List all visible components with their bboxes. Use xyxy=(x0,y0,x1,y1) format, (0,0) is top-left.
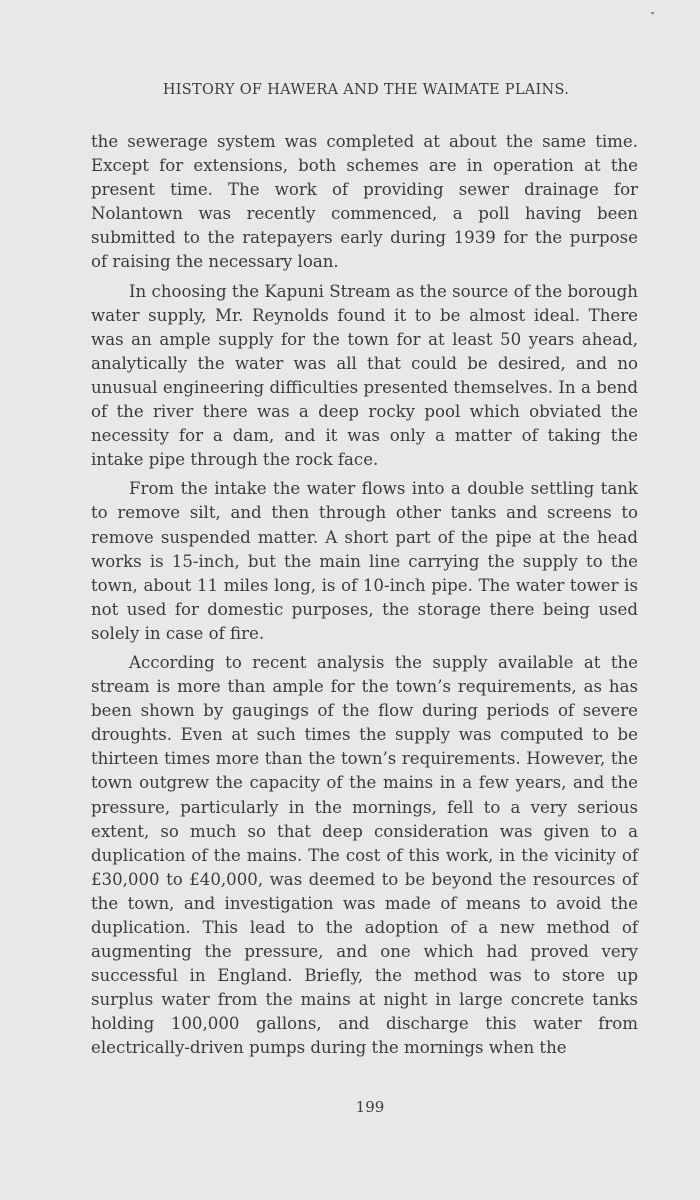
body-text xyxy=(91,130,638,1066)
paragraph-kapuni-stream: In choosing the Kapuni Stream as the source of the borough water supply, Mr. Reynolds found it to be almost ideal. There was an ample supply for the town for at least 50 years ahead, analytically the water was all that could be desired, and no unusual engineering difficulties presented themselves. In a bend of the river there was a deep rocky pool which obviated the necessity for a dam, and it was only a matter of taking the intake pipe through the rock face. xyxy=(91,281,638,470)
paragraph-intake: From the intake the water flows into a double settling tank to remove silt, and then through other tanks and screens to remove suspended matter. A short part of the pipe at the head works is 15-inch, but the main line carrying the supply to the town, about 11 miles long, is of 10-inch pipe. The water tower is not used for domestic purposes, the storage there being used solely in case of fire. xyxy=(91,479,638,643)
paragraph-analysis: According to recent analysis the supply available at the stream is more than ample for the town’s requirements, as has been shown by gaugings of the flow during periods of severe droughts. Even at such times the supply was computed to be thirteen times more than the town’s requirements. However, the town outgrew the capacity of the mains in a few years, and the pressure, particularly in the mornings, fell to a very serious extent, so much so that deep consideration was given to a duplication of the mains. The cost of this work, in the vicinity of £30,000 to £40,000, was deemed to be beyond the resources of the town, and investigation was made of means to avoid the duplication. This lead to the adoption of a new method of augmenting the pressure, and one which had proved very successful in England. Briefly, the method was to store up surplus water from the mains at night in large concrete tanks holding 100,000 gallons, and discharge this water from electrically-driven pumps during the mornings when the xyxy=(91,652,638,1058)
paragraph-continuation: the sewerage system was completed at about the same time. Except for extensions, both schemes are in operation at the present time. The work of providing sewer drainage for Nolantown was recently commenced, a poll having been submitted to the ratepayers early during 1939 for the purpose of raising the necessary loan. xyxy=(91,132,638,272)
running-header: HISTORY OF HAWERA AND THE WAIMATE PLAINS. xyxy=(162,82,570,98)
page-speck xyxy=(651,12,654,14)
page-number: 199 xyxy=(355,1098,385,1116)
